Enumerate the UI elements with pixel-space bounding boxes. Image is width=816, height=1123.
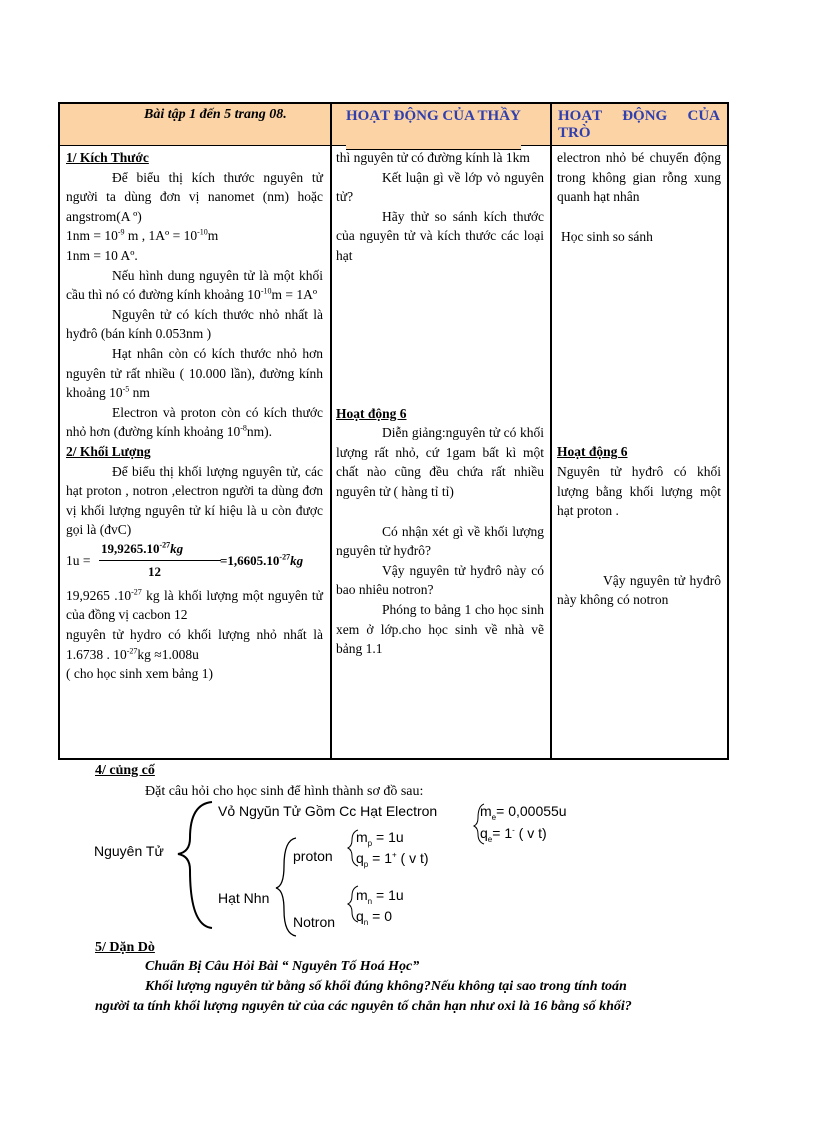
col1-p2: Nếu hình dung nguyên tử là một khối cầu thì nó có đường kính khoảng $10^{-10}m$ = 1Aº — [66, 267, 323, 303]
section5-line1: Chuẩn Bị Câu Hỏi Bài “ Nguyên Tố Hoá Học” — [145, 959, 420, 974]
section2-title: 2/ Khối Lượng — [66, 443, 151, 459]
section5-title: 5/ Dặn Dò — [95, 940, 155, 955]
atom-diagram — [90, 798, 750, 948]
diagram-shell: Vỏ Ngyŭn Tử Gồm Cc Hạt Electron — [218, 803, 438, 819]
col1-p8: nguyên tử hydro có khối lượng nhỏ nhất là 1.6738 . $10^{-27}kg \approx 1.008u$ — [66, 627, 323, 662]
col2-p1: thì nguyên tử có đường kính là 1km — [336, 150, 530, 165]
diagram-qe: $q_e= 1^-$ ( v t) — [480, 825, 547, 844]
col1-p6: Để biểu thị khối lượng nguyên tử, các hạt proton , notron ,electron người ta dùng đơn vị khối lượng nguyên tử kí hiệu là u còn được gọi là (đvC) — [66, 463, 323, 538]
col3-p4: Vậy nguyên tử hyđrô này không có notron — [557, 572, 721, 608]
col3-activity-title: Hoạt động 6 — [557, 444, 628, 460]
header-col2: HOẠT ĐỘNG CỦA THẦY — [346, 108, 521, 150]
section4-title: 4/ củng cố — [95, 763, 155, 778]
col1-p1: Để biểu thị kích thước nguyên tử người ta dùng đơn vị nanomet (nm) hoặc angstrom(A º) — [66, 169, 323, 224]
col2-p2: Kết luận gì về lớp vỏ nguyên tử? — [336, 169, 544, 205]
col1-l1: $1nm = 10^{-9}$ m , 1Aº = $10^{-10}m$ — [66, 227, 219, 244]
header-col3-line1: HOẠT ĐỘNG CỦA — [558, 108, 720, 124]
diagram-qn: $q_n = 0$ — [356, 908, 392, 927]
diagram-me: $m_e= 0,00055u$ — [480, 803, 567, 822]
header-col1: Bài tập 1 đến 5 trang 08. — [144, 107, 287, 122]
formula-rhs: $=1,6605.10^{-27}kg$ — [220, 552, 304, 568]
col1-content — [66, 148, 323, 684]
diagram-mp: $m_p = 1u$ — [356, 829, 404, 848]
column-divider — [330, 104, 332, 758]
formula-numerator: $19,9265.10^{-27}kg$ — [101, 540, 184, 556]
header-col3 — [558, 108, 720, 142]
col3-p3: Nguyên tử hyđrô có khối lượng bằng khối lượng một hạt proton . — [557, 463, 721, 519]
formula-denominator: 12 — [148, 563, 161, 579]
lesson-table — [58, 102, 729, 760]
col3-p2: Học sinh so sánh — [561, 228, 653, 244]
section1-title: 1/ Kích Thước — [66, 150, 149, 165]
col1-p5: Electron và proton còn có kích thước nhỏ hơn (đường kính khoảng $10^{-8}nm$). — [66, 404, 323, 440]
mass-formula — [66, 542, 323, 586]
col2-activity-title: Hoạt động 6 — [336, 405, 407, 421]
col2-p4: Diễn giảng:nguyên tử có khối lượng rất nhỏ, cứ 1gam bất kì một chất nào cũng đều chứa rất nhiều nguyên tử ( hàng tỉ tỉ) — [336, 425, 544, 499]
formula-lhs: 1u = — [66, 552, 91, 568]
diagram-nucleus: Hạt Nhn — [218, 890, 270, 906]
col1-p9: ( cho học sinh xem bảng 1) — [66, 666, 213, 682]
col1-p3: Nguyên tử có kích thước nhỏ nhất là hyđrô (bán kính 0.053nm ) — [66, 306, 323, 342]
section5-line2: Khối lượng nguyên tử bằng số khối đúng không?Nếu không tại sao trong tính toán — [145, 979, 627, 994]
col3-p1: electron nhỏ bé chuyển động trong không gian rỗng xung quanh hạt nhân — [557, 150, 721, 205]
col2-p7: Phóng to bảng 1 cho học sinh xem ở lớp.cho học sinh về nhà vẽ bảng 1.1 — [336, 601, 544, 657]
col2-p3: Hãy thử so sánh kích thước của nguyên tử và kích thước các loại hạt — [336, 208, 544, 263]
diagram-root: Nguyên Tử — [94, 843, 164, 859]
col1-p7: 19,9265 $.10^{-27}$ kg là khối lượng một nguyên tử của đồng vị cacbon 12 — [66, 587, 324, 623]
col1-p4: Hạt nhân còn có kích thước nhỏ hơn nguyên tử rất nhiều ( 10.000 lần), đường kính khoảng $10^{-5}$ nm — [66, 345, 323, 401]
diagram-notron: Notron — [293, 914, 336, 930]
diagram-proton: proton — [293, 848, 333, 864]
brace-lines — [90, 798, 750, 948]
col2-p6: Vậy nguyên tử hyđrô này có bao nhiêu notron? — [336, 562, 544, 598]
col2-content — [336, 148, 544, 659]
header-col3-line2: TRÒ — [558, 125, 591, 141]
col1-l2: 1nm = 10 Aº. — [66, 247, 138, 263]
diagram-qp: $q_p = 1^+$ ( v t) — [356, 850, 429, 869]
diagram-mn: $m_n = 1u$ — [356, 887, 404, 906]
section5-line3: người ta tính khối lượng nguyên tử của các nguyên tố chẳn hạn như oxi là 16 bằng số khối? — [95, 999, 632, 1014]
col3-content — [557, 148, 721, 610]
col2-p5: Có nhận xét gì về khối lượng nguyên tử hyđrô? — [336, 523, 544, 559]
column-divider — [550, 104, 552, 758]
section4-intro: Đặt câu hỏi cho học sinh để hình thành sơ đồ sau: — [145, 784, 424, 799]
